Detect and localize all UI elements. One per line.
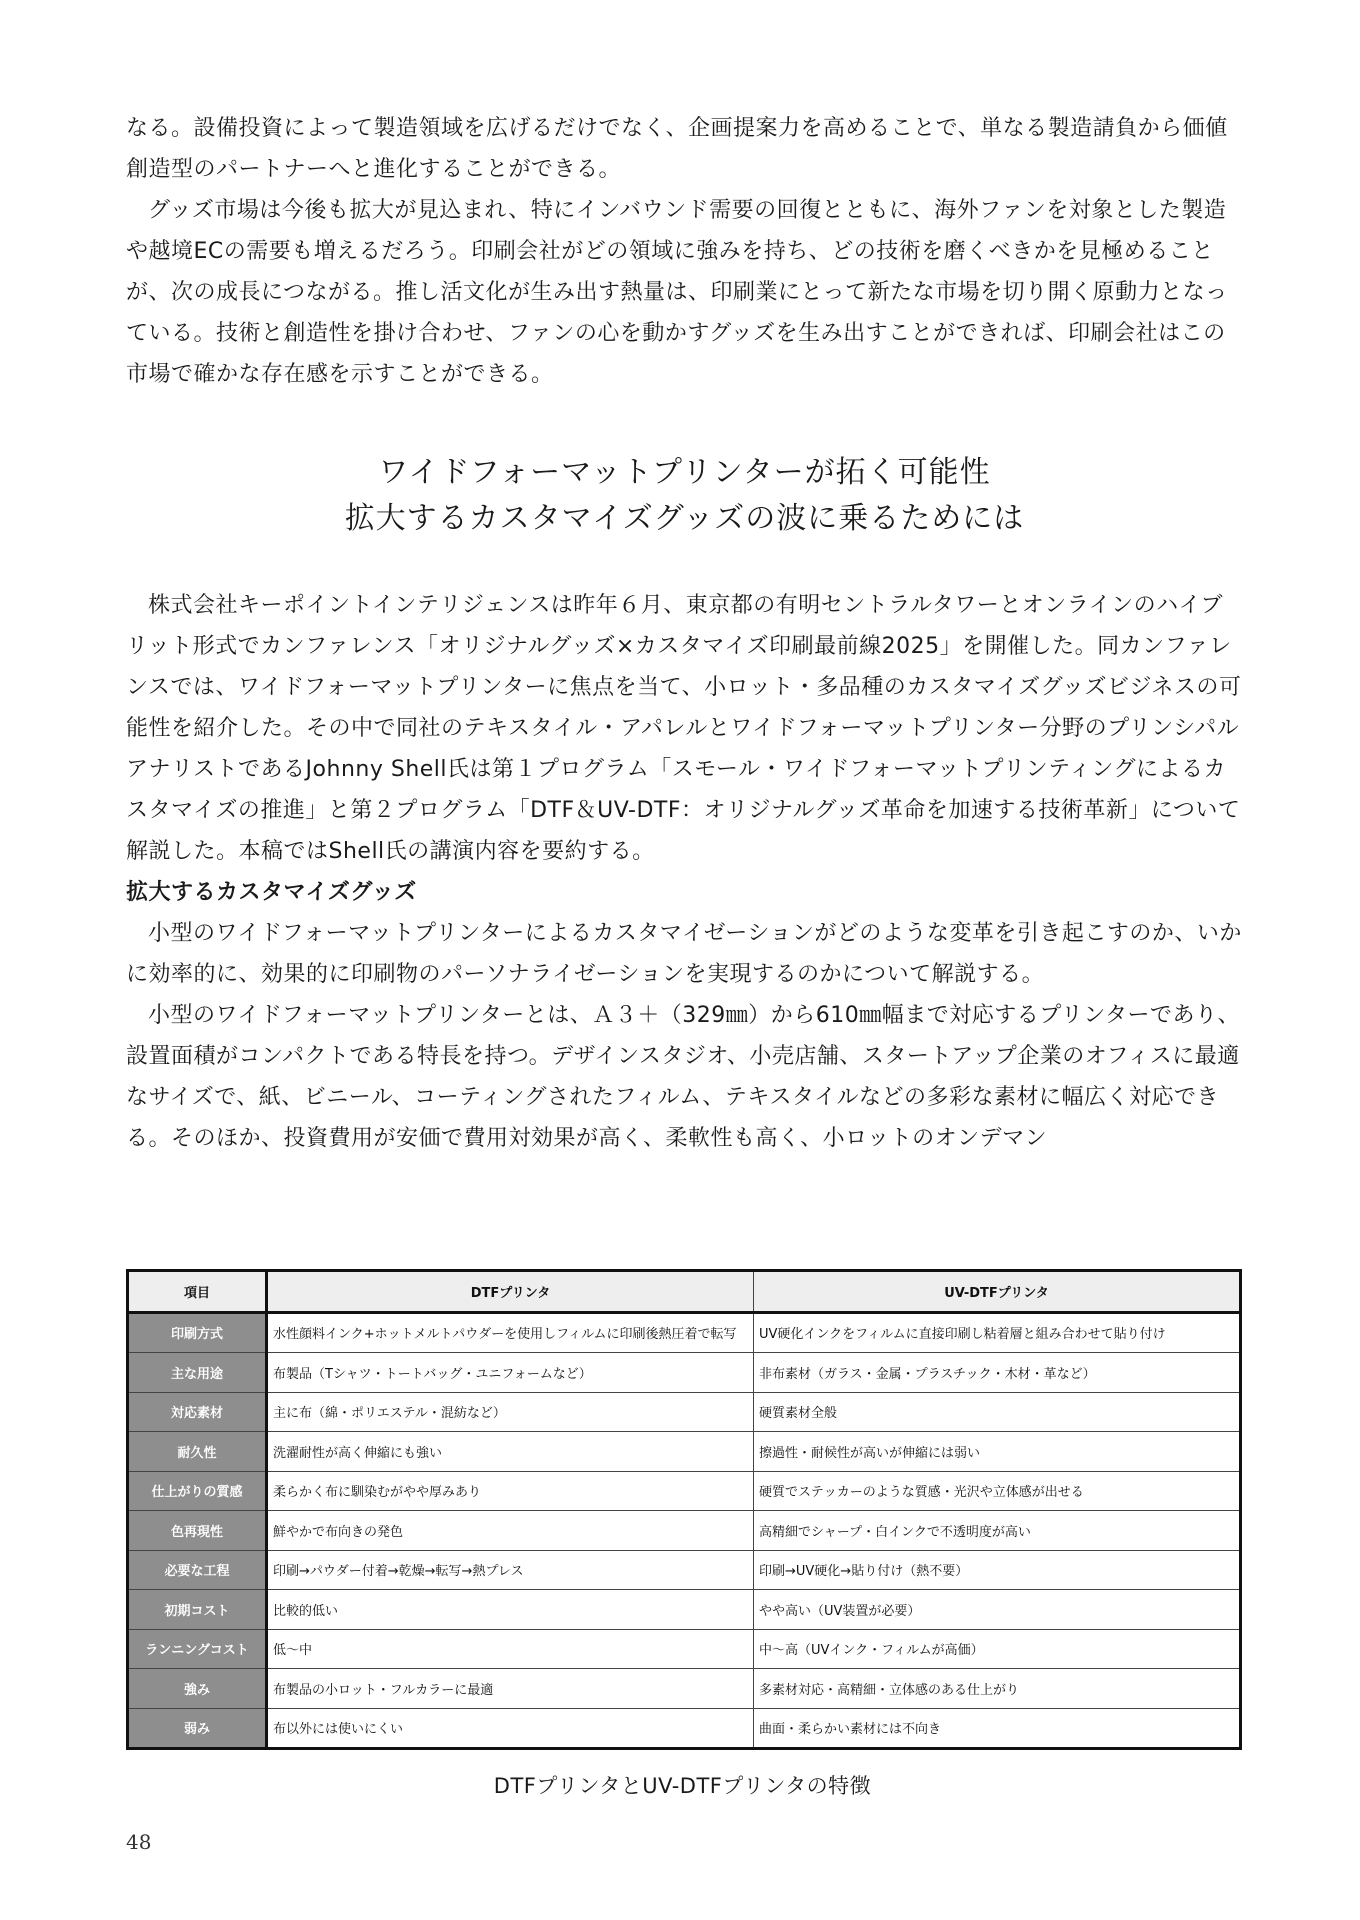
row-label: 印刷方式 — [128, 1312, 267, 1353]
heading-line-2: 拡大するカスタマイズグッズの波に乗るためには — [344, 501, 1025, 536]
uv-dtf-cell: 擦過性・耐候性が高いが伸縮には弱い — [754, 1432, 1241, 1472]
table-row — [128, 1708, 1241, 1749]
uv-dtf-cell: やや高い（UV装置が必要） — [754, 1590, 1241, 1630]
uv-dtf-cell: 中〜高（UVインク・フィルムが高価） — [754, 1629, 1241, 1669]
table-row — [128, 1511, 1241, 1551]
article-body — [126, 585, 1243, 1159]
heading-line-1: ワイドフォーマットプリンターが拓く可能性 — [378, 455, 991, 490]
dtf-cell: 柔らかく布に馴染むがやや厚みあり — [267, 1471, 754, 1511]
table-row — [128, 1669, 1241, 1709]
row-label: 対応素材 — [128, 1392, 267, 1432]
table-header-row — [128, 1271, 1241, 1313]
table-row — [128, 1392, 1241, 1432]
row-label: 初期コスト — [128, 1590, 267, 1630]
intro-section — [126, 108, 1243, 395]
table-row — [128, 1312, 1241, 1353]
comparison-table-container — [126, 1269, 1239, 1750]
uv-dtf-cell: 硬質素材全般 — [754, 1392, 1241, 1432]
row-label: 弱み — [128, 1708, 267, 1749]
table-row — [128, 1550, 1241, 1590]
uv-dtf-cell: 曲面・柔らかい素材には不向き — [754, 1708, 1241, 1749]
article-paragraph-3: 小型のワイドフォーマットプリンターとは、Ａ３＋（329㎜）から610㎜幅まで対応するプリンターであり、設置面積がコンパクトである特長を持つ。デザインスタジオ、小売店舗、スタートアップ企業のオフィスに最適なサイズで、紙、ビニール、コーティングされたフィルム、テキスタイルなどの多彩な素材に幅広く対応できる。そのほか、投資費用が安価で費用対効果が高く、柔軟性も高く、小ロットのオンデマン — [126, 1003, 1241, 1151]
dtf-cell: 主に布（綿・ポリエステル・混紡など） — [267, 1392, 754, 1432]
dtf-cell: 比較的低い — [267, 1590, 754, 1630]
table-row — [128, 1590, 1241, 1630]
page-number: 48 — [126, 1830, 152, 1854]
row-label: 必要な工程 — [128, 1550, 267, 1590]
row-label: ランニングコスト — [128, 1629, 267, 1669]
dtf-cell: 布製品（Tシャツ・トートバッグ・ユニフォームなど） — [267, 1353, 754, 1393]
intro-paragraph-2: グッズ市場は今後も拡大が見込まれ、特にインバウンド需要の回復とともに、海外ファンを対象とした製造や越境ECの需要も増えるだろう。印刷会社がどの領域に強みを持ち、どの技術を磨くべきかを見極めることが、次の成長につながる。推し活文化が生み出す熱量は、印刷業にとって新たな市場を切り開く原動力となっている。技術と創造性を掛け合わせ、ファンの心を動かすグッズを生み出すことができれば、印刷会社はこの市場で確かな存在感を示すことができる。 — [126, 198, 1228, 387]
dtf-cell: 水性顔料インク+ホットメルトパウダーを使用しフィルムに印刷後熱圧着で転写 — [267, 1312, 754, 1353]
article-subheading: 拡大するカスタマイズグッズ — [126, 880, 417, 905]
article-paragraph-1: 株式会社キーポイントインテリジェンスは昨年６月、東京都の有明セントラルタワーとオンラインのハイブリット形式でカンファレンス「オリジナルグッズ×カスタマイズ印刷最前線2025」を開催した。同カンファレンスでは、ワイドフォーマットプリンターに焦点を当て、小ロット・多品種のカスタマイズグッズビジネスの可能性を紹介した。その中で同社のテキスタイル・アパレルとワイドフォーマットプリンター分野のプリンシパルアナリストであるJohnny Shell氏は第１プログラム「スモール・ワイドフォーマットプリンティングによるカスタマイズの推進」と第２プログラム「DTF＆UV-DTF：オリジナルグッズ革命を加速する技術革新」について解説した。本稿ではShell氏の講演内容を要約する。 — [126, 593, 1242, 864]
dtf-cell: 印刷→パウダー付着→乾燥→転写→熱プレス — [267, 1550, 754, 1590]
intro-paragraph-1: なる。設備投資によって製造領域を広げるだけでなく、企画提案力を高めることで、単なる製造請負から価値創造型のパートナーへと進化することができる。 — [126, 116, 1228, 182]
dtf-cell: 鮮やかで布向きの発色 — [267, 1511, 754, 1551]
section-heading — [126, 450, 1243, 542]
uv-dtf-cell: 多素材対応・高精細・立体感のある仕上がり — [754, 1669, 1241, 1709]
row-label: 主な用途 — [128, 1353, 267, 1393]
uv-dtf-cell: UV硬化インクをフィルムに直接印刷し粘着層と組み合わせて貼り付け — [754, 1312, 1241, 1353]
row-label: 仕上がりの質感 — [128, 1471, 267, 1511]
table-row — [128, 1629, 1241, 1669]
row-label: 強み — [128, 1669, 267, 1709]
uv-dtf-cell: 高精細でシャープ・白インクで不透明度が高い — [754, 1511, 1241, 1551]
uv-dtf-cell: 印刷→UV硬化→貼り付け（熱不要） — [754, 1550, 1241, 1590]
row-label: 色再現性 — [128, 1511, 267, 1551]
header-dtf: DTFプリンタ — [267, 1271, 754, 1313]
header-uv-dtf: UV-DTFプリンタ — [754, 1271, 1241, 1313]
article-paragraph-2: 小型のワイドフォーマットプリンターによるカスタマイゼーションがどのような変革を引き起こすのか、いかに効率的に、効果的に印刷物のパーソナライゼーションを実現するのかについて解説する。 — [126, 921, 1242, 987]
dtf-cell: 低〜中 — [267, 1629, 754, 1669]
table-row — [128, 1432, 1241, 1472]
table-row — [128, 1353, 1241, 1393]
table-caption: DTFプリンタとUV-DTFプリンタの特徴 — [493, 1774, 872, 1798]
table-row — [128, 1471, 1241, 1511]
dtf-cell: 洗濯耐性が高く伸縮にも強い — [267, 1432, 754, 1472]
row-label: 耐久性 — [128, 1432, 267, 1472]
comparison-table — [126, 1269, 1242, 1750]
table-body — [128, 1312, 1241, 1749]
header-item: 項目 — [128, 1271, 267, 1313]
dtf-cell: 布製品の小ロット・フルカラーに最適 — [267, 1669, 754, 1709]
uv-dtf-cell: 硬質でステッカーのような質感・光沢や立体感が出せる — [754, 1471, 1241, 1511]
uv-dtf-cell: 非布素材（ガラス・金属・プラスチック・木材・革など） — [754, 1353, 1241, 1393]
dtf-cell: 布以外には使いにくい — [267, 1708, 754, 1749]
